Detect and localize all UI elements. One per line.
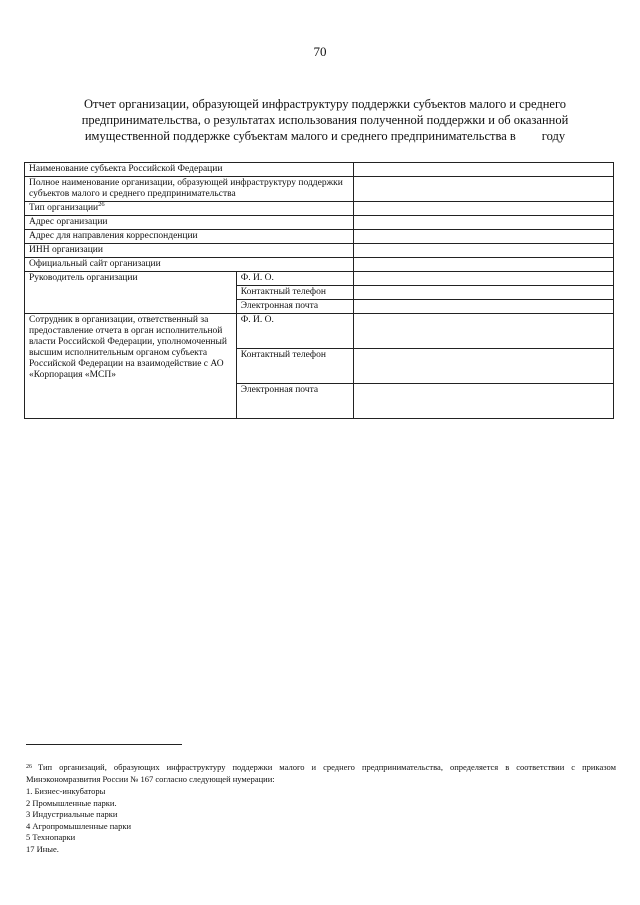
footnote-text: Тип организаций, образующих инфраструктуру поддержки малого и среднего предпринимательства, определяется в соответствии с приказом Минэкономразвития России № 167 согласно следующей нумерации: [26,762,616,784]
table-row [25,202,614,216]
row-label-org-address: Адрес организации [25,216,354,230]
title-line-3-text: имущественной поддержке субъектам малого и среднего предпринимательства в [84,129,516,143]
table-row [25,230,614,244]
head-fio-label: Ф. И. О. [236,272,353,286]
footnote-divider [26,744,182,745]
title-line-2: предпринимательства, о результатах использования полученной поддержки и об оказанной [81,113,569,127]
employee-phone-label: Контактный телефон [236,349,353,384]
document-title [60,96,590,144]
row-value-website [354,258,614,272]
row-label-website: Официальный сайт организации [25,258,354,272]
footnote-list [26,786,616,855]
row-value-org-full-name [354,177,614,202]
table-row [25,163,614,177]
table-row [25,216,614,230]
head-email-value [354,300,614,314]
row-value-subject-name [354,163,614,177]
list-item: 17 Иные. [26,843,59,854]
row-label-inn: ИНН организации [25,244,354,258]
row-value-org-type [354,202,614,216]
footnote-mark: 26 [26,764,32,770]
list-item: 4 Агропромышленные парки [26,820,131,831]
head-phone-value [354,286,614,300]
title-line-3-end: году [541,129,566,143]
table-row [25,244,614,258]
row-value-inn [354,244,614,258]
employee-fio-label: Ф. И. О. [236,314,353,349]
row-label-correspondence-address: Адрес для направления корреспонденции [25,230,354,244]
page-number: 70 [313,44,327,59]
employee-phone-value [354,349,614,384]
row-label-org-type [25,202,354,216]
list-item: 2 Промышленные парки. [26,797,117,808]
table-row [25,177,614,202]
employee-email-value [354,384,614,419]
footnote-text-block [26,762,616,785]
head-fio-value [354,272,614,286]
row-value-correspondence-address [354,230,614,244]
row-label-org-full-name: Полное наименование организации, образующей инфраструктуру поддержки субъектов малого и среднего предпринимательства [25,177,354,202]
row-label-employee: Сотрудник в организации, ответственный за предоставление отчета в орган исполнительной власти Российской Федерации, уполномоченный высшим исполнительным органом субъекта Российской Федерации на взаимодействие с АО «Корпорация «МСП» [25,314,237,419]
head-email-label: Электронная почта [236,300,353,314]
list-item: 1. Бизнес-инкубаторы [26,786,106,796]
row-label-head: Руководитель организации [25,272,237,314]
report-form-table [24,162,614,419]
head-phone-label: Контактный телефон [236,286,353,300]
table-row [25,272,614,286]
footnote-ref-26: 26 [98,200,105,208]
table-row [25,258,614,272]
employee-fio-value [354,314,614,349]
org-type-label-text: Тип организации [29,203,99,213]
row-value-org-address [354,216,614,230]
table-row [25,314,614,349]
employee-email-label: Электронная почта [236,384,353,419]
list-item: 5 Технопарки [26,832,76,842]
row-label-subject-name: Наименование субъекта Российской Федерации [25,163,354,177]
list-item: 3 Индустриальные парки [26,809,118,819]
footnote [26,762,616,855]
title-line-1: Отчет организации, образующей инфраструктуру поддержки субъектов малого и среднего [83,97,567,111]
title-line-3 [60,128,590,144]
